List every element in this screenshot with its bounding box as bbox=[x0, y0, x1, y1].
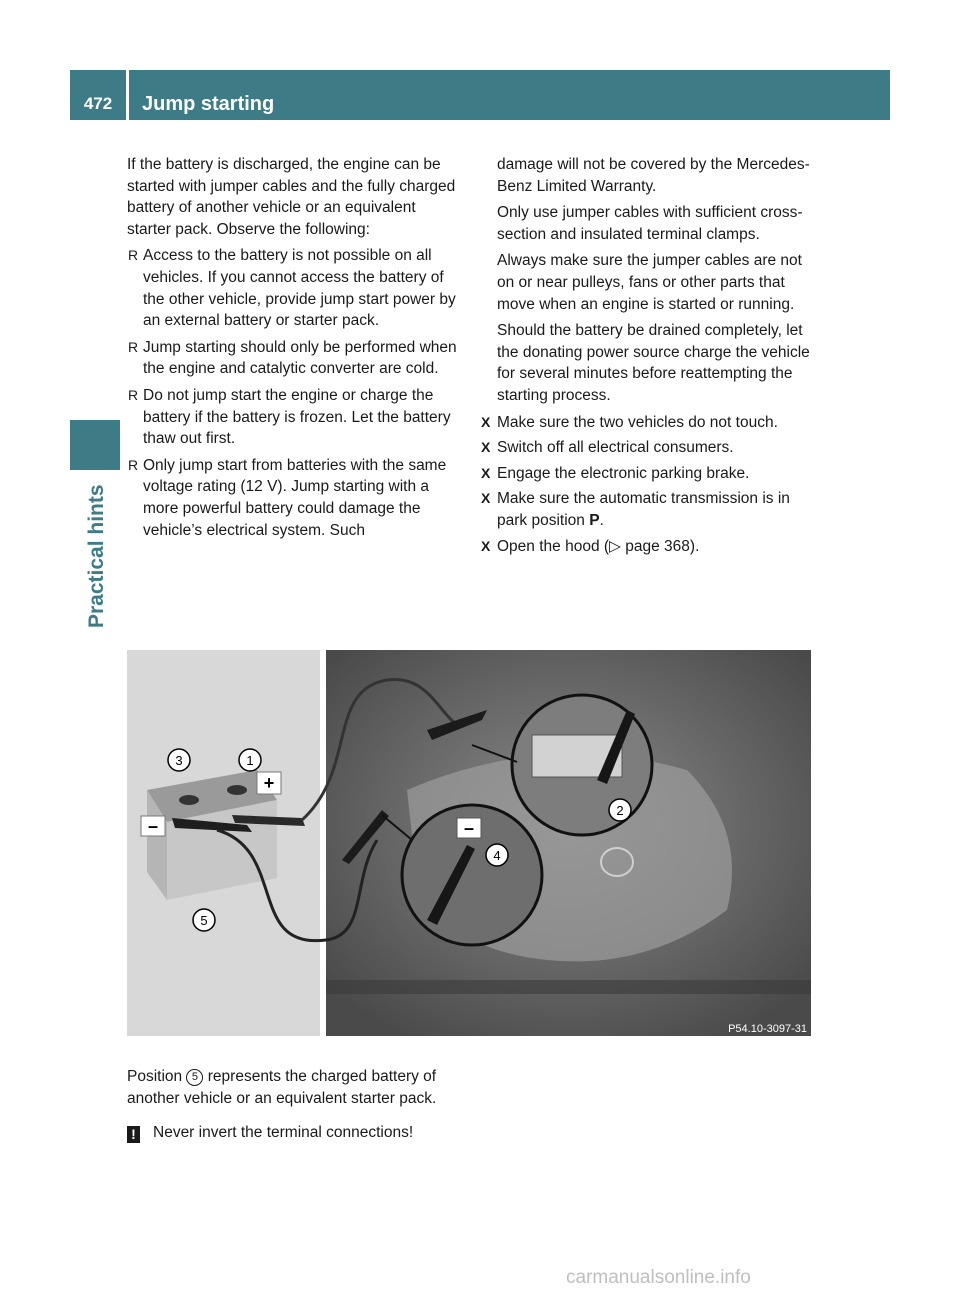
bullet-text: Only jump start from batteries with the same voltage rating (12 V). Jump starting with a more powerful battery could damage the vehicle’s electrical system. Such bbox=[143, 456, 447, 539]
step-item bbox=[481, 463, 816, 485]
bullet-item bbox=[481, 202, 816, 245]
svg-text:5: 5 bbox=[200, 913, 208, 928]
step-item bbox=[481, 412, 816, 434]
left-column bbox=[127, 154, 462, 546]
callout-4 bbox=[486, 844, 508, 866]
bullet-text: Only use jumper cables with sufficient cross-section and insulated terminal clamps. bbox=[497, 204, 803, 243]
bullet-marker: R bbox=[128, 247, 139, 264]
warning-icon: ! bbox=[127, 1126, 140, 1143]
bullet-text: Always make sure the jumper cables are not on or near pulleys, fans or other parts that move when an engine is started or running. bbox=[497, 252, 802, 313]
jump-start-figure bbox=[127, 650, 811, 1036]
step-text-tail: ). bbox=[689, 537, 700, 555]
header-divider bbox=[126, 70, 129, 120]
step-text: Switch off all electrical consumers. bbox=[497, 439, 734, 457]
callout-5 bbox=[193, 909, 215, 931]
callout-5-marker: 5 bbox=[186, 1069, 203, 1086]
figure-caption bbox=[127, 1066, 467, 1109]
intro-paragraph: If the battery is discharged, the engine can be started with jumper cables and the fully charged battery of another vehicle or an equivalent starter pack. Observe the following: bbox=[127, 156, 456, 238]
step-marker: X bbox=[481, 537, 491, 554]
battery-plus-sign: + bbox=[263, 773, 275, 793]
step-marker: X bbox=[481, 413, 491, 430]
step-item bbox=[481, 536, 816, 558]
step-marker: X bbox=[481, 490, 491, 507]
step-marker: X bbox=[481, 464, 491, 481]
bullet-item bbox=[127, 337, 462, 380]
battery-minus-sign: – bbox=[147, 816, 159, 836]
chapter-label: Practical hints bbox=[85, 484, 108, 628]
bullet-marker: R bbox=[128, 386, 139, 403]
bullet-text: Jump starting should only be performed when the engine and catalytic converter are cold. bbox=[143, 338, 457, 378]
right-column bbox=[481, 154, 816, 561]
caption-text: Position bbox=[127, 1068, 187, 1085]
park-position-label: P bbox=[589, 511, 600, 529]
step-text: Make sure the automatic transmission is in park position bbox=[497, 490, 790, 529]
bullet-item bbox=[127, 455, 462, 541]
bullet-text: Access to the battery is not possible on all vehicles. If you cannot access the battery of the other vehicle, provide jump start power by an external battery or starter pack. bbox=[143, 247, 456, 330]
continuation-text: damage will not be covered by the Mercedes-Benz Limited Warranty. bbox=[497, 156, 810, 195]
bullet-text: Do not jump start the engine or charge the battery if the battery is frozen. Let the battery thaw out first. bbox=[143, 386, 451, 448]
page-header bbox=[70, 70, 890, 120]
page-number: 472 bbox=[83, 94, 113, 113]
ground-minus-sign: – bbox=[463, 818, 475, 838]
step-text: Engage the electronic parking brake. bbox=[497, 464, 750, 482]
step-marker: X bbox=[481, 439, 491, 456]
callout-1 bbox=[239, 749, 261, 771]
page-reference-link[interactable]: ▷ page 368 bbox=[609, 537, 690, 555]
warning-note bbox=[127, 1122, 527, 1144]
section-title: Jump starting bbox=[142, 93, 275, 115]
step-text: Open the hood ( bbox=[497, 537, 610, 555]
svg-text:2: 2 bbox=[616, 803, 624, 818]
callout-3 bbox=[168, 749, 190, 771]
watermark: carmanualsonline.info bbox=[566, 1267, 751, 1288]
bullet-marker: R bbox=[128, 338, 139, 355]
step-text-tail: . bbox=[599, 511, 604, 529]
step-item bbox=[481, 437, 816, 459]
step-text: Make sure the two vehicles do not touch. bbox=[497, 413, 778, 431]
step-item bbox=[481, 488, 816, 531]
bullet-item bbox=[481, 320, 816, 406]
warning-text: Never invert the terminal connections! bbox=[153, 1124, 414, 1141]
svg-text:1: 1 bbox=[246, 753, 254, 768]
bullet-item bbox=[481, 250, 816, 315]
bullet-item bbox=[127, 385, 462, 450]
figure-code: P54.10-3097-31 bbox=[728, 1023, 807, 1035]
bullet-marker: R bbox=[128, 456, 139, 473]
bullet-text: Should the battery be drained completely, let the donating power source charge the vehicle for several minutes before reattempting the starting process. bbox=[497, 322, 810, 404]
callout-2 bbox=[609, 799, 631, 821]
bullet-item bbox=[127, 245, 462, 331]
svg-text:3: 3 bbox=[175, 753, 183, 768]
caption-text-rest: represents the charged battery of another vehicle or an equivalent starter pack. bbox=[127, 1068, 437, 1107]
engine-strut-bar bbox=[326, 980, 811, 994]
svg-text:4: 4 bbox=[493, 848, 501, 863]
